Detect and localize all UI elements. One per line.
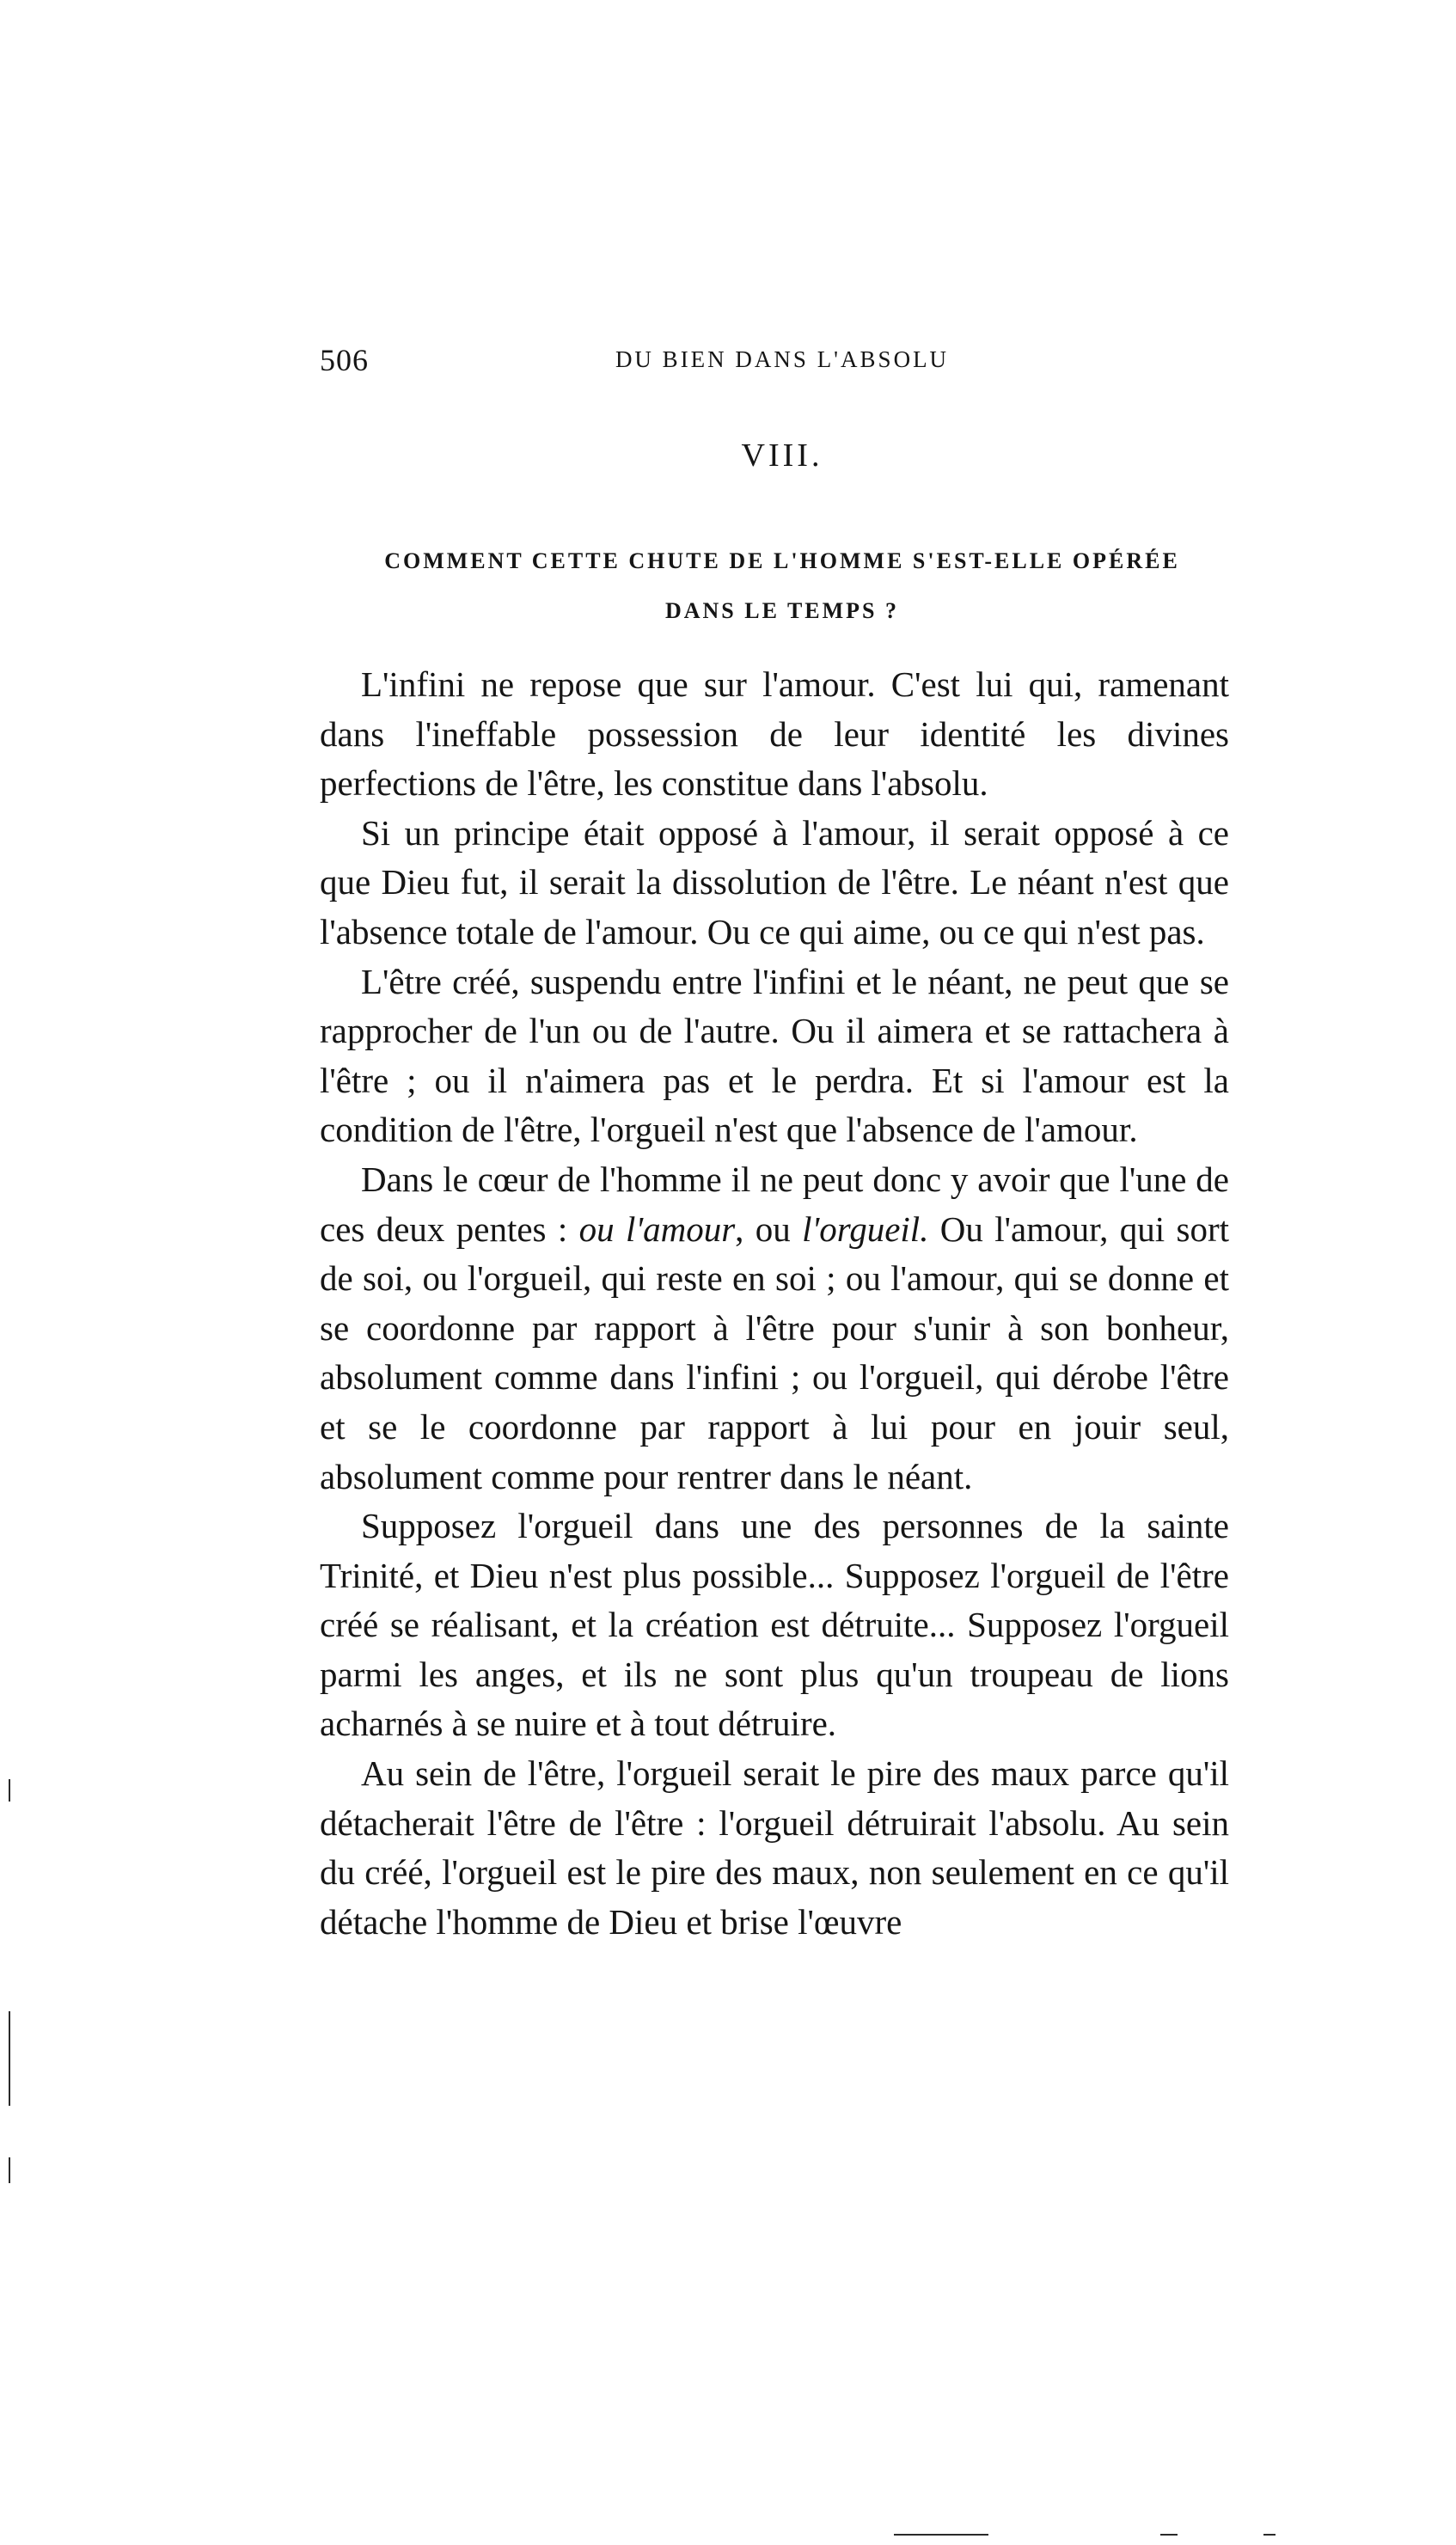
scan-margin-mark — [9, 1779, 10, 1802]
section-number: VIII. — [741, 437, 823, 474]
paragraph-4-text-b: , ou — [735, 1208, 803, 1249]
paragraph-3: L'être créé, suspendu entre l'infini et le néant, ne peut que se rapprocher de l'un ou de l'autre. Ou il aimera et se rattachera à l'être ; ou il n'aimera pas et le perdra. Et si l'amour est la condition de l'être, l'orgueil n'est que l'absence de l'amour. — [320, 961, 1229, 1150]
paragraph-4-text-c: Ou l'amour, qui sort de soi, ou l'orgueil, qui reste en soi ; ou l'amour, qui se donne et se coordonne par rapport à l'être pour s'unir à son bonheur, absolument comme dans l'infini ; ou l'orgueil, qui dérobe l'être et se le coordonne par rapport à lui pour en jouir seul, absolument comme pour rentrer dans le néant. — [320, 1208, 1229, 1496]
running-head: DU BIEN DANS L'ABSOLU — [615, 346, 950, 372]
paragraph-4-emphasis-amour: ou l'amour — [578, 1208, 736, 1249]
scan-bottom-mark — [894, 2534, 988, 2536]
section-title — [335, 536, 1229, 636]
scan-bottom-mark — [1160, 2534, 1178, 2536]
scan-margin-mark — [9, 2157, 10, 2183]
scan-margin-mark — [9, 2011, 10, 2106]
paragraph-4-text-a: Dans le cœur de l'homme il ne peut donc y avoir que l'une de ces deux pentes : — [320, 1159, 1229, 1249]
section-title-line-1: COMMENT CETTE CHUTE DE L'HOMME S'EST-ELLE OPÉRÉE — [384, 548, 1180, 573]
page-number: 506 — [320, 343, 369, 377]
paragraph-1: L'infini ne repose que sur l'amour. C'est lui qui, ramenant dans l'ineffable possession de leur identité les divines perfections de l'être, les constitue dans l'absolu. — [320, 664, 1229, 804]
paragraph-6: Au sein de l'être, l'orgueil serait le pire des maux parce qu'il détacherait l'être de l'être : l'orgueil détruirait l'absolu. Au sein du créé, l'orgueil est le pire des maux, non seulement en ce qu'il détache l'homme de Dieu et brise l'œuvre — [320, 1753, 1229, 1942]
paragraph-2: Si un principe était opposé à l'amour, il serait opposé à ce que Dieu fut, il serait la dissolution de l'être. Le néant n'est que l'absence totale de l'amour. Ou ce qui aime, ou ce qui n'est pas. — [320, 812, 1229, 951]
paragraph-5: Supposez l'orgueil dans une des personnes de la sainte Trinité, et Dieu n'est plus possible... Supposez l'orgueil de l'être créé se réalisant, et la création est détruite... Supposez l'orgueil parmi les anges, et ils ne sont plus qu'un troupeau de lions acharnés à se nuire et à tout détruire. — [320, 1506, 1229, 1744]
paragraph-4-emphasis-orgueil: l'orgueil. — [802, 1208, 929, 1249]
scan-bottom-mark — [1263, 2534, 1276, 2536]
body-text — [320, 660, 1229, 1947]
section-title-line-2: DANS LE TEMPS ? — [664, 598, 900, 623]
paragraph-4 — [320, 1155, 1229, 1502]
